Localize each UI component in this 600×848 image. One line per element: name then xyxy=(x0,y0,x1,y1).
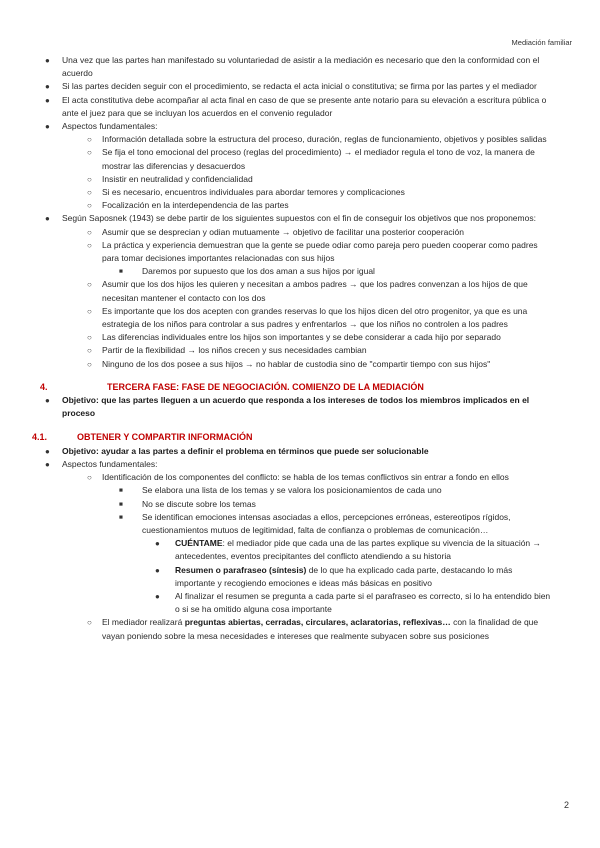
bullet-icon: ● xyxy=(45,396,50,406)
list-item: ○ Insistir en neutralidad y confidencialidad xyxy=(32,173,554,186)
subsection-heading: 4.1. OBTENER Y COMPARTIR INFORMACIÓN xyxy=(32,431,554,444)
circle-bullet-icon: ○ xyxy=(87,188,92,198)
section-number: 4. xyxy=(40,381,48,392)
list-item: ○ Identificación de los componentes del conflicto: se habla de los temas conflictivos sin entrar a fondo en ellos xyxy=(32,471,554,484)
bullet-icon: ● xyxy=(45,459,50,469)
list-item: ○ Ninguno de los dos posee a sus hijos → no hablar de custodia sino de "compartir tiempo con sus hijos" xyxy=(32,358,554,371)
bullet-icon: ● xyxy=(45,122,50,132)
list-item: ○ Se fija el tono emocional del proceso (reglas del procedimiento) → el mediador regula el tono de voz, la manera de mostrar las diferencias y desacuerdos xyxy=(87,147,535,171)
list-item: ■ Se elabora una lista de los temas y se valora los posicionamientos de cada uno xyxy=(32,484,554,497)
document-body xyxy=(32,54,554,643)
list-item: ○ Información detallada sobre la estructura del proceso, duración, reglas de funcionamiento, objetivos y posibles salidas xyxy=(32,133,554,146)
bullet-icon: ● xyxy=(155,591,160,601)
section-heading: 4. TERCERA FASE: FASE DE NEGOCIACIÓN. COMIENZO DE LA MEDIACIÓN xyxy=(32,381,554,394)
list-item: ● Objetivo: ayudar a las partes a definir el problema en términos que puede ser solucionable xyxy=(32,445,554,458)
list-item: ■ Se identifican emociones intensas asociadas a ellos, percepciones erróneas, estereotipos rígidos, cuestionamientos mutuos de legitimidad, falta de confianza o problemas de comunicación… xyxy=(119,511,511,535)
circle-bullet-icon: ○ xyxy=(87,240,92,250)
running-header: Mediación familiar xyxy=(511,38,572,47)
circle-bullet-icon: ○ xyxy=(87,473,92,483)
list-item: ● Al finalizar el resumen se pregunta a cada parte si el parafraseo es correcto, si lo ha entendido bien o si se ha omitido alguna cosa importante xyxy=(155,590,551,615)
circle-bullet-icon: ○ xyxy=(87,227,92,237)
circle-bullet-icon: ○ xyxy=(87,359,92,369)
list-item: ○ Las diferencias individuales entre los hijos son importantes y se debe considerar a cada hijo por separado xyxy=(32,331,554,344)
list-item: ● Objetivo: que las partes lleguen a un acuerdo que responda a los intereses de todos los miembros implicados en el proceso xyxy=(45,395,530,419)
list-item: ● Aspectos fundamentales: xyxy=(32,458,554,471)
square-bullet-icon: ■ xyxy=(119,513,123,521)
list-item: ■ No se discute sobre los temas xyxy=(32,498,554,511)
list-item: ○ Asumir que los dos hijos les quieren y necesitan a ambos padres → que los padres convenzan a los hijos de que necesitan mantener el contacto con los dos xyxy=(87,279,528,303)
circle-bullet-icon: ○ xyxy=(87,306,92,316)
list-item: ● Resumen o parafraseo (síntesis) de lo que ha explicado cada parte, destacando lo más importante y recogiendo emociones e ideas más básicas en positivo xyxy=(155,564,513,588)
circle-bullet-icon: ○ xyxy=(87,174,92,184)
list-item: ○ Asumir que se desprecian y odian mutuamente → objetivo de facilitar una posterior cooperación xyxy=(32,226,554,239)
square-bullet-icon: ■ xyxy=(119,487,123,495)
circle-bullet-icon: ○ xyxy=(87,148,92,158)
circle-bullet-icon: ○ xyxy=(87,135,92,145)
list-item: ● Según Saposnek (1943) se debe partir de los siguientes supuestos con el fin de conseguir los objetivos que nos proponemos: xyxy=(32,212,554,225)
section-number: 4.1. xyxy=(32,432,48,443)
list-item: ○ Es importante que los dos acepten con grandes reservas lo que los hijos dicen del otro progenitor, ya que es una estrategia de los niños para controlar a sus padres y enfrentarlos → que los niños no controlen a los padres xyxy=(87,305,528,330)
bullet-icon: ● xyxy=(45,214,50,224)
bullet-icon: ● xyxy=(155,539,160,549)
list-item: ● CUÉNTAME: el mediador pide que cada una de las partes explique su vivencia de la situación → antecedentes, eventos precipitantes del conflicto atendiendo a su historia xyxy=(155,538,542,562)
list-item: ○ El mediador realizará preguntas abiertas, cerradas, circulares, aclaratorias, reflexivas… con la finalidad de que vayan poniendo sobre la mesa necesidades e intereses que realmente subyacen sobre sus posiciones xyxy=(87,617,539,641)
list-item: ○ La práctica y experiencia demuestran que la gente se puede odiar como pareja pero pueden cooperar como padres para tomar decisiones importantes relacionadas con sus hijos xyxy=(87,239,538,264)
circle-bullet-icon: ○ xyxy=(87,333,92,343)
list-item: ● Aspectos fundamentales: xyxy=(32,120,554,133)
list-item: ○ Si es necesario, encuentros individuales para abordar temores y complicaciones xyxy=(32,186,554,199)
circle-bullet-icon: ○ xyxy=(87,280,92,290)
bullet-icon: ● xyxy=(155,565,160,575)
circle-bullet-icon: ○ xyxy=(87,618,92,628)
list-item: ■ Daremos por supuesto que los dos aman a sus hijos por igual xyxy=(32,265,554,278)
square-bullet-icon: ■ xyxy=(119,500,123,508)
page-number: 2 xyxy=(563,800,569,810)
bullet-icon: ● xyxy=(45,446,50,456)
circle-bullet-icon: ○ xyxy=(87,201,92,211)
circle-bullet-icon: ○ xyxy=(87,346,92,356)
bullet-icon: ● xyxy=(45,82,50,92)
bullet-icon: ● xyxy=(45,95,50,105)
list-item: ● Una vez que las partes han manifestado su voluntariedad de asistir a la mediación es necesario que den la conformidad con el acuerdo xyxy=(45,55,540,79)
list-item: ○ Partir de la flexibilidad → los niños crecen y sus necesidades cambian xyxy=(32,344,554,357)
list-item: ● El acta constitutiva debe acompañar al acta final en caso de que se presente ante notario para su elevación a escritura pública o ante el juez para que se incluyan los acuerdos en el convenio regulador xyxy=(45,94,547,118)
bullet-icon: ● xyxy=(45,56,50,65)
list-item: ○ Focalización en la interdependencia de las partes xyxy=(32,199,554,212)
list-item: ● Si las partes deciden seguir con el procedimiento, se redacta el acta inicial o constitutiva; se firma por las partes y el mediador xyxy=(32,80,554,93)
square-bullet-icon: ■ xyxy=(119,268,123,276)
